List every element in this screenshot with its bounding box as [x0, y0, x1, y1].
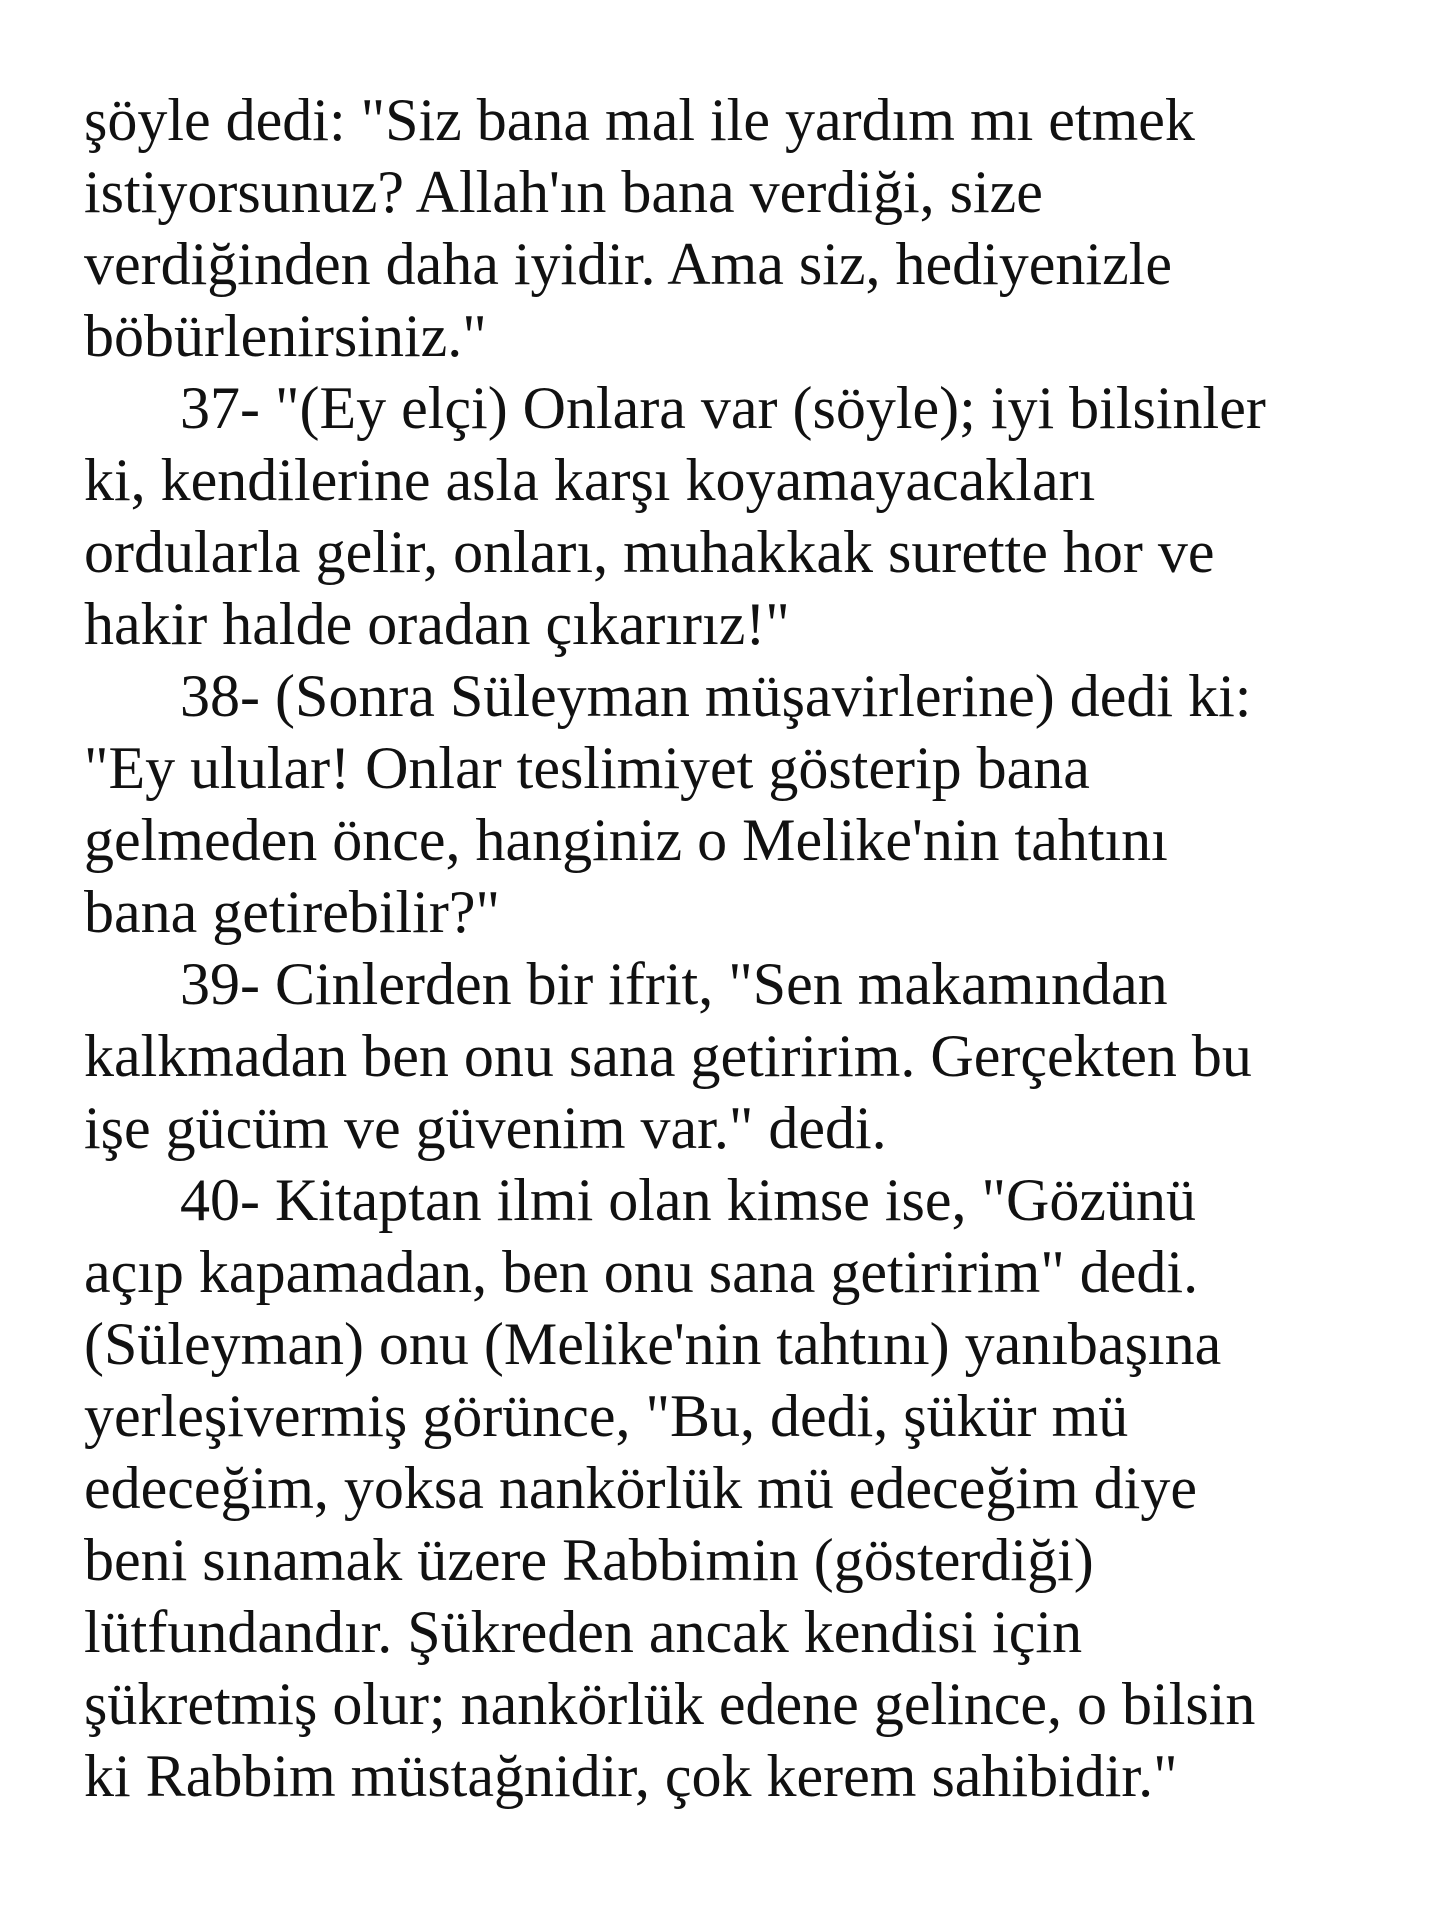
- text-line: 37- "(Ey elçi) Onlara var (söyle); iyi bilsinler: [180, 375, 1266, 441]
- text-line: beni sınamak üzere Rabbimin (gösterdiği): [84, 1527, 1094, 1593]
- text-line: şükretmiş olur; nankörlük edene gelince, o bilsin: [84, 1671, 1256, 1737]
- text-line: ordularla gelir, onları, muhakkak surette hor ve: [84, 519, 1215, 585]
- text-line: verdiğinden daha iyidir. Ama siz, hediyenizle: [84, 231, 1173, 297]
- text-line: 38- (Sonra Süleyman müşavirlerine) dedi ki:: [180, 663, 1252, 729]
- text-line: ki Rabbim müstağnidir, çok kerem sahibidir.": [84, 1743, 1178, 1809]
- text-line: şöyle dedi: "Siz bana mal ile yardım mı etmek: [84, 87, 1195, 153]
- text-line: edeceğim, yoksa nankörlük mü edeceğim diye: [84, 1455, 1197, 1521]
- text-line: (Süleyman) onu (Melike'nin tahtını) yanıbaşına: [84, 1311, 1222, 1377]
- text-line: hakir halde oradan çıkarırız!": [84, 591, 790, 657]
- text-line: böbürlenirsiniz.": [84, 303, 487, 369]
- text-line: 40- Kitaptan ilmi olan kimse ise, "Gözünü: [180, 1167, 1196, 1233]
- text-line: 39- Cinlerden bir ifrit, "Sen makamından: [180, 951, 1168, 1017]
- text-line: lütfundandır. Şükreden ancak kendisi için: [84, 1599, 1083, 1665]
- text-line: ki, kendilerine asla karşı koyamayacakları: [84, 447, 1096, 513]
- text-line: gelmeden önce, hanginiz o Melike'nin tahtını: [84, 807, 1168, 873]
- text-line: kalkmadan ben onu sana getiririm. Gerçekten bu: [84, 1023, 1252, 1089]
- text-line: işe gücüm ve güvenim var." dedi.: [84, 1095, 887, 1161]
- document-text-body: [84, 84, 1370, 1812]
- text-line: bana getirebilir?": [84, 879, 500, 945]
- text-line: istiyorsunuz? Allah'ın bana verdiği, size: [84, 159, 1043, 225]
- text-line: yerleşivermiş görünce, "Bu, dedi, şükür mü: [84, 1383, 1129, 1449]
- text-line: açıp kapamadan, ben onu sana getiririm" dedi.: [84, 1239, 1199, 1305]
- text-line: "Ey ulular! Onlar teslimiyet gösterip bana: [84, 735, 1090, 801]
